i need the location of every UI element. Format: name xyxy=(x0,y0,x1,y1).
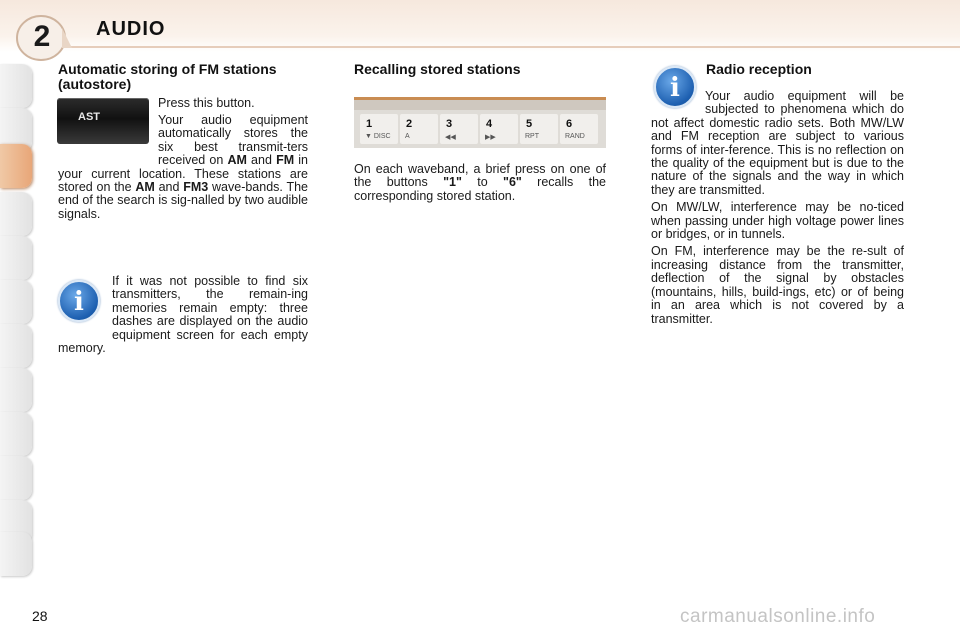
chapter-tab[interactable] xyxy=(0,368,32,412)
autostore-note xyxy=(58,275,308,355)
preset-key-6: 6 RAND xyxy=(560,114,598,144)
radio-display xyxy=(354,100,606,110)
chapter-tab[interactable] xyxy=(0,412,32,456)
press-text: Press this button. xyxy=(158,96,255,110)
chapter-tab[interactable] xyxy=(0,236,32,280)
autostore-section xyxy=(58,62,308,92)
chapter-tab-active[interactable] xyxy=(0,144,32,188)
page-title: AUDIO xyxy=(96,18,166,40)
note-text: If it was not possible to find six transmitters, the remain-ing memories remain empty: three dashes are displayed on the audio equipment screen for each empty memory. xyxy=(58,274,308,356)
recall-section xyxy=(354,62,606,77)
ast-button-label: AST xyxy=(78,111,100,123)
reception-paragraph-2: On MW/LW, interference may be no-ticed when passing under high voltage power lines or bridges, or in tunnels. xyxy=(651,200,904,242)
chapter-tabs xyxy=(0,64,34,576)
recall-heading: Recalling stored stations xyxy=(354,61,521,77)
chapter-tab[interactable] xyxy=(0,532,32,576)
autostore-heading: Automatic storing of FM stations (autostore) xyxy=(58,61,277,92)
autostore-text: Your audio equipment automatically stores the six best transmit-ters received on AM and FM in your current location. These stations are stored on the AM and FM3 wave-bands. The end of the search is sig-nalled by two audible signals. xyxy=(58,113,308,221)
preset-key-5: 5 RPT xyxy=(520,114,558,144)
header-divider xyxy=(30,46,960,48)
autostore-press xyxy=(158,97,308,110)
chapter-number: 2 xyxy=(33,20,51,53)
chapter-tab[interactable] xyxy=(0,324,32,368)
preset-key-2: 2 A xyxy=(400,114,438,144)
info-icon: i xyxy=(654,66,696,108)
chapter-tab[interactable] xyxy=(0,456,32,500)
radio-preset-panel-image xyxy=(354,97,606,148)
reception-heading-wrap xyxy=(706,62,904,77)
chapter-tab[interactable] xyxy=(0,192,32,236)
preset-key-1: 1 ▼ DISC xyxy=(360,114,398,144)
reception-body xyxy=(651,90,904,326)
reception-heading: Radio reception xyxy=(706,61,812,77)
watermark: carmanualsonline.info xyxy=(680,606,876,627)
page-number: 28 xyxy=(32,608,48,624)
chapter-tab[interactable] xyxy=(0,280,32,324)
autostore-body xyxy=(58,114,308,221)
reception-paragraph-1: Your audio equipment will be subjected to phenomena which do not affect domestic radio sets. Both MW/LW and FM reception are subject to various forms of inter-ference. This is no reflection on the quality of the equipment but is due to the nature of the signals and the way in which they are transmitted. xyxy=(651,89,904,197)
preset-key-3: 3 ◀◀ xyxy=(440,114,478,144)
recall-text: On each waveband, a brief press on one of the buttons "1" to "6" recalls the corresponding stored station. xyxy=(354,162,607,203)
chapter-tab[interactable] xyxy=(0,64,32,108)
reception-paragraph-3: On FM, interference may be the re-sult of increasing distance from the transmitter, deflection of the signal by obstacles (mountains, hills, build-ings, etc) or of being in an area which is not covered by a transmitter. xyxy=(651,244,904,326)
info-icon: i xyxy=(58,280,100,322)
recall-body xyxy=(354,163,606,203)
preset-key-4: 4 ▶▶ xyxy=(480,114,518,144)
